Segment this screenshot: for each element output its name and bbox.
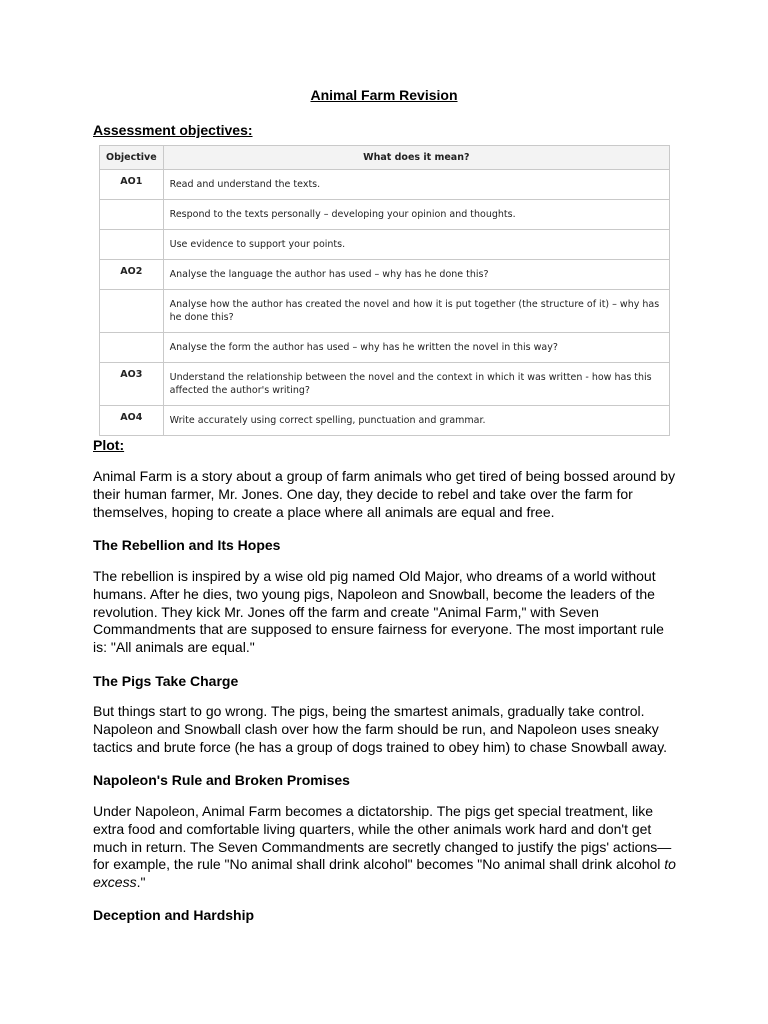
table-row	[100, 260, 670, 290]
section-heading: The Pigs Take Charge	[93, 673, 239, 689]
assessment-heading: Assessment objectives:	[93, 122, 253, 138]
table-cell-objective	[100, 200, 164, 230]
table-header-objective: Objective	[100, 146, 164, 170]
italic-text: to excess	[93, 856, 676, 891]
table-cell-objective: AO4	[100, 406, 164, 436]
table-header-meaning: What does it mean?	[163, 146, 669, 170]
table-cell-meaning: Analyse how the author has created the novel and how it is put together (the structure of it) – why has he done this?	[163, 290, 669, 333]
table-row	[100, 406, 670, 436]
table-cell-meaning: Read and understand the texts.	[163, 170, 669, 200]
table-row	[100, 290, 670, 333]
plot-intro-paragraph: Animal Farm is a story about a group of farm animals who get tired of being bossed around by their human farmer, Mr. Jones. One day, they decide to rebel and take over the farm for themselves, hoping to create a place where all animals are equal and free.	[93, 468, 676, 520]
assessment-table	[99, 145, 670, 436]
table-cell-meaning: Write accurately using correct spelling, punctuation and grammar.	[163, 406, 669, 436]
table-cell-objective: AO2	[100, 260, 164, 290]
plot-heading: Plot:	[93, 437, 125, 453]
section-paragraph	[93, 803, 678, 892]
table-cell-meaning: Analyse the language the author has used – why has he done this?	[163, 260, 669, 290]
section-paragraph: But things start to go wrong. The pigs, being the smartest animals, gradually take control. Napoleon and Snowball clash over how the farm should be run, and Napoleon uses sneaky tactics and brute force (he has a group of dogs trained to obey him) to chase Snowball away.	[93, 703, 668, 755]
section-heading: Deception and Hardship	[93, 907, 255, 923]
table-row	[100, 363, 670, 406]
table-cell-meaning: Use evidence to support your points.	[163, 230, 669, 260]
table-cell-objective	[100, 230, 164, 260]
section-heading: Napoleon's Rule and Broken Promises	[93, 772, 350, 788]
section-heading: The Rebellion and Its Hopes	[93, 537, 281, 553]
table-cell-objective: AO1	[100, 170, 164, 200]
table-cell-objective: AO3	[100, 363, 164, 406]
table-row	[100, 200, 670, 230]
page-title: Animal Farm Revision	[310, 87, 458, 103]
section-paragraph: The rebellion is inspired by a wise old pig named Old Major, who dreams of a world without humans. After he dies, two young pigs, Napoleon and Snowball, become the leaders of the revolution. They kick Mr. Jones off the farm and create "Animal Farm," with Seven Commandments that are supposed to ensure fairness for everyone. The most important rule is: "All animals are equal."	[93, 568, 664, 656]
table-cell-meaning: Analyse the form the author has used – why has he written the novel in this way?	[163, 333, 669, 363]
table-cell-meaning: Respond to the texts personally – developing your opinion and thoughts.	[163, 200, 669, 230]
table-cell-meaning: Understand the relationship between the novel and the context in which it was written - how has this affected the author's writing?	[163, 363, 669, 406]
paragraph-text: ."	[136, 874, 146, 891]
table-row	[100, 333, 670, 363]
paragraph-text: Under Napoleon, Animal Farm becomes a dictatorship. The pigs get special treatment, like extra food and comfortable living quarters, while the other animals work hard and don't get much in return. The Seven Commandments are secretly changed to justify the pigs' actions—for example, the rule "No animal shall drink alcohol" becomes "No animal shall drink alcohol	[93, 803, 672, 873]
table-row	[100, 230, 670, 260]
table-cell-objective	[100, 290, 164, 333]
table-cell-objective	[100, 333, 164, 363]
table-row	[100, 170, 670, 200]
